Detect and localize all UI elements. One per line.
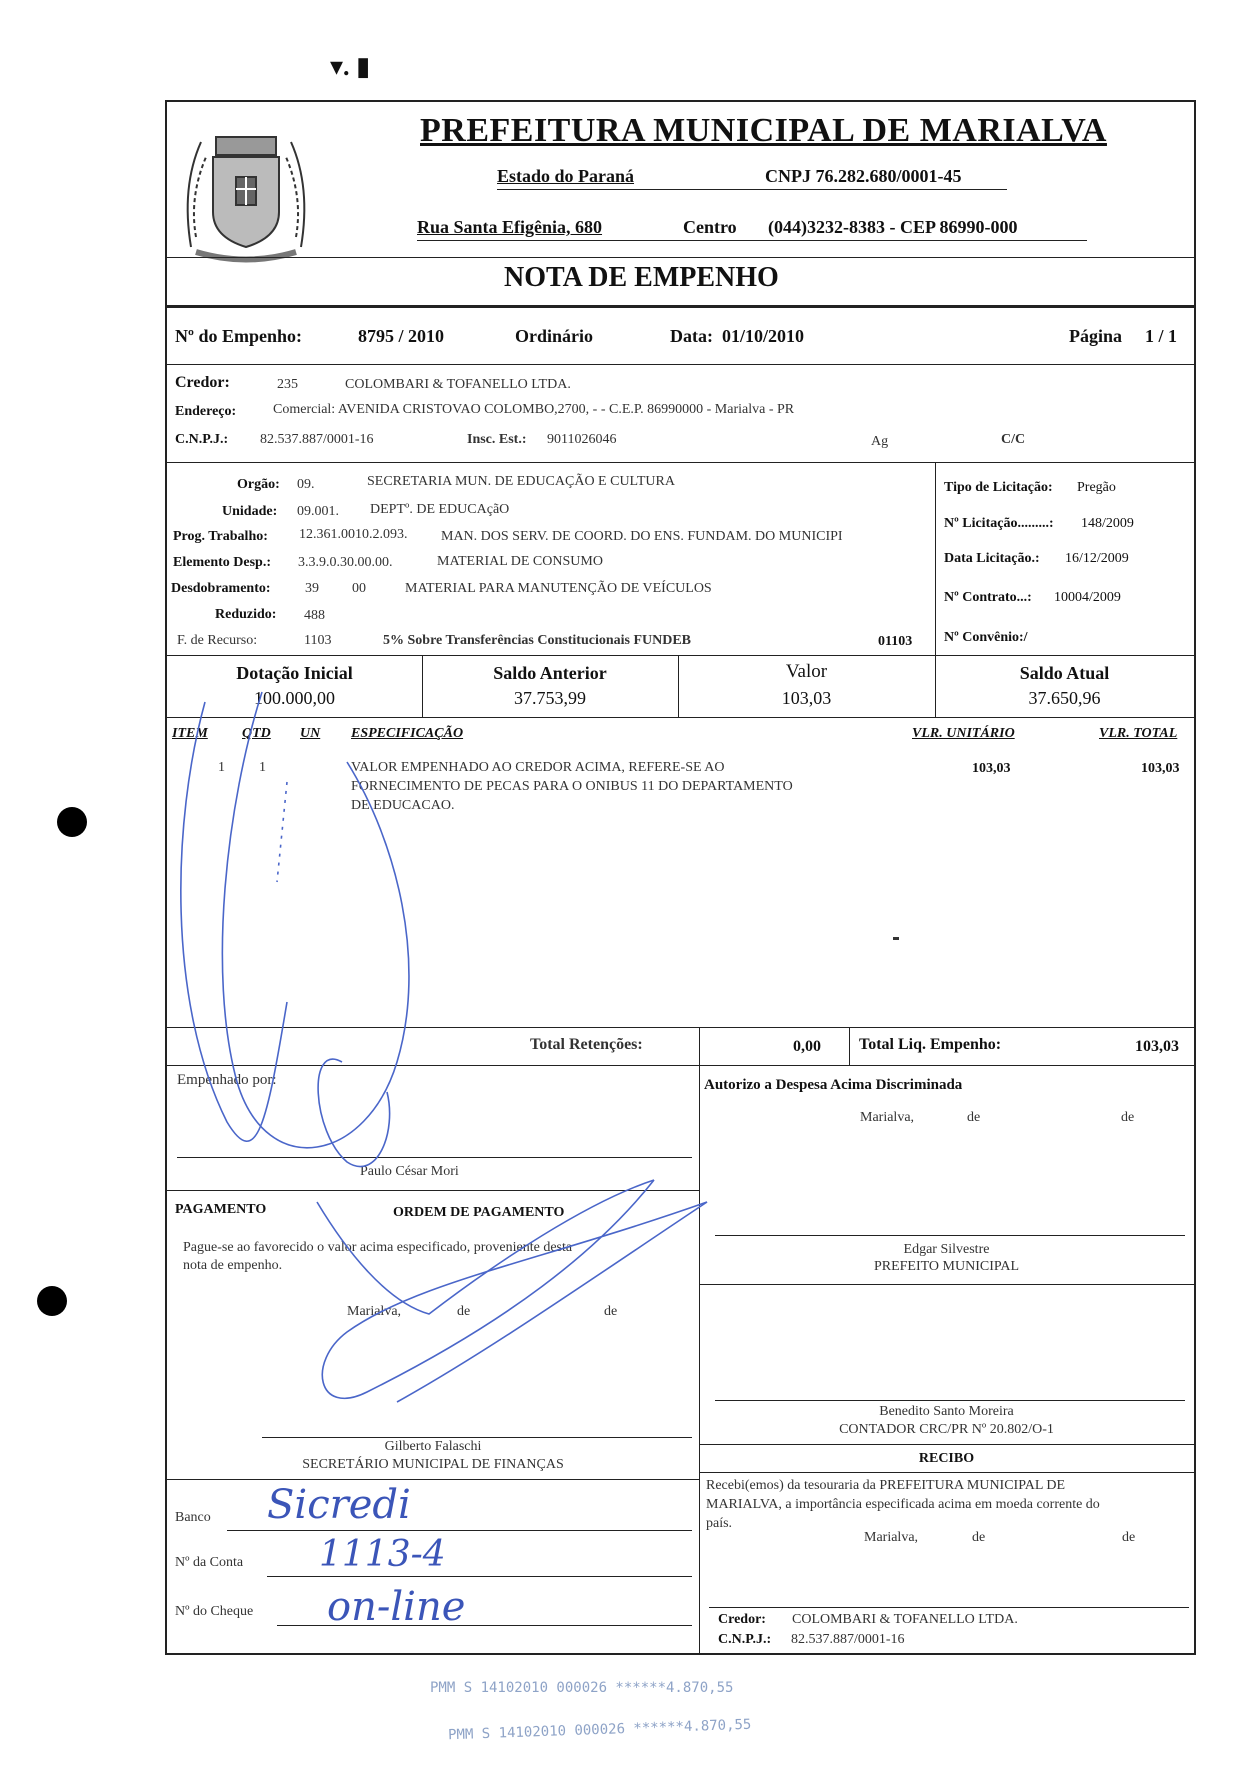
desdobramento-value: MATERIAL PARA MANUTENÇÃO DE VEÍCULOS [405,581,712,596]
cheque-handwritten: on-line [327,1584,466,1630]
secretario-role: SECRETÁRIO MUNICIPAL DE FINANÇAS [302,1457,564,1472]
recibo-cnpj-label: C.N.P.J.: [718,1632,772,1647]
col-un: UN [300,726,321,741]
pagamento-de-2: de [604,1304,618,1319]
credor-cnpj: 82.537.887/0001-16 [260,432,374,447]
autorizo-place: Marialva, [860,1110,915,1125]
reduzido-label: Reduzido: [215,607,277,622]
empenho-number: 8795 / 2010 [358,326,445,346]
ag-label: Ag [871,434,889,449]
pagamento-text-1: Pague-se ao favorecido o valor acima especificado, proveniente desta [183,1240,573,1255]
page-label: Página [1069,326,1123,346]
recibo-credor-label: Credor: [718,1612,766,1627]
licitacao-num: 148/2009 [1081,516,1134,531]
dotacao-inicial-value: 100.000,00 [254,688,335,708]
valor-value: 103,03 [781,688,832,708]
pagamento-de-1: de [457,1304,471,1319]
col-especificacao: ESPECIFICAÇÃO [351,726,464,741]
recibo-text-3: país. [706,1516,733,1531]
nota-de-empenho-form [165,100,1196,1655]
total-retencoes-label: Total Retenções: [530,1036,643,1053]
desdobramento-code-1: 39 [305,581,319,596]
autorizo-de-2: de [1121,1110,1135,1125]
contrato-value: 10004/2009 [1054,590,1121,605]
elemento-label: Elemento Desp.: [173,555,271,570]
secretario-name: Gilberto Falaschi [384,1439,482,1454]
punch-hole-top [57,807,87,837]
unidade-label: Unidade: [222,504,278,519]
licitacao-tipo: Pregão [1077,480,1116,495]
credor-label: Credor: [175,374,230,391]
recibo-de-1: de [972,1530,986,1545]
saldo-anterior-value: 37.753,99 [514,688,586,708]
empenho-date-label: Data: [670,326,713,346]
col-vlr-unitario: VLR. UNITÁRIO [912,726,1015,741]
recibo-de-2: de [1122,1530,1136,1545]
empenhado-label: Empenhado por: [177,1072,277,1088]
saldo-atual-value: 37.650,96 [1028,688,1101,708]
empenhado-name: Paulo César Mori [360,1164,459,1179]
prog-code: 12.361.0010.2.093. [299,527,408,542]
header-cnpj: CNPJ 76.282.680/0001-45 [765,166,962,186]
recibo-title: RECIBO [918,1451,975,1466]
punch-hole-bottom [37,1286,67,1316]
unidade-value: DEPTº. DE EDUCAçãO [370,502,510,517]
header-state: Estado do Paraná [497,166,635,186]
valor-label: Valor [785,661,828,682]
elemento-code: 3.3.9.0.30.00.00. [298,555,393,570]
empenho-type: Ordinário [515,326,594,346]
recurso-label: F. de Recurso: [177,633,258,648]
recurso-code-2: 01103 [878,634,913,649]
item-number: 1 [218,760,225,775]
elemento-value: MATERIAL DE CONSUMO [437,554,603,569]
prog-label: Prog. Trabalho: [173,529,268,544]
pagamento-label: PAGAMENTO [175,1202,267,1217]
licitacao-data-label: Data Licitação.: [944,551,1040,566]
item-qtd: 1 [259,760,266,775]
cc-label: C/C [1001,432,1026,447]
autorizo-de-1: de [967,1110,981,1125]
recibo-cnpj: 82.537.887/0001-16 [791,1632,905,1647]
recibo-credor: COLOMBARI & TOFANELLO LTDA. [792,1612,1018,1627]
header-address: Rua Santa Efigênia, 680 [417,217,603,237]
licitacao-data: 16/12/2009 [1065,551,1129,566]
ordem-pagamento-label: ORDEM DE PAGAMENTO [393,1205,565,1220]
prog-value: MAN. DOS SERV. DE COORD. DO ENS. FUNDAM. DO MUNICIPI [441,529,843,544]
orgao-label: Orgão: [237,477,280,492]
empenho-number-label: Nº do Empenho: [175,326,302,346]
total-liq-value: 103,03 [1135,1038,1179,1055]
pagamento-text-2: nota de empenho. [183,1258,283,1273]
desdobramento-code-2: 00 [352,581,366,596]
credor-endereco: Comercial: AVENIDA CRISTOVAO COLOMBO,2700, - - C.E.P. 86990000 - Marialva - PR [273,402,795,417]
recibo-place: Marialva, [864,1530,919,1545]
total-retencoes-value: 0,00 [793,1038,821,1055]
item-espec-line-2: FORNECIMENTO DE PECAS PARA O ONIBUS 11 DO DEPARTAMENTO [351,779,793,794]
col-vlr-total: VLR. TOTAL [1099,726,1178,741]
empenho-date: 01/10/2010 [722,326,805,346]
item-unit-value: 103,03 [972,761,1011,776]
endereco-label: Endereço: [175,404,237,419]
recibo-text-2: MARIALVA, a importância especificada acima em moeda corrente do [706,1497,1100,1512]
saldo-atual-label: Saldo Atual [1019,663,1110,683]
insc-value: 9011026046 [547,432,617,447]
top-marks: ▾. ▮ [330,52,371,81]
contador-name: Benedito Santo Moreira [879,1404,1014,1419]
licitacao-tipo-label: Tipo de Licitação: [944,480,1053,495]
saldo-anterior-label: Saldo Anterior [493,663,607,683]
convenio-label: Nº Convênio:/ [944,630,1028,645]
header-neighborhood: Centro [683,217,737,237]
header-title: PREFEITURA MUNICIPAL DE MARIALVA [420,112,1107,149]
unidade-code: 09.001. [297,504,339,519]
banco-handwritten: Sicredi [267,1482,411,1528]
credor-code: 235 [277,377,298,392]
item-espec-line-1: VALOR EMPENHADO AO CREDOR ACIMA, REFERE-SE AO [351,760,725,775]
orgao-code: 09. [297,477,315,492]
col-qtd: QTD [242,726,271,741]
recibo-text-1: Recebi(emos) da tesouraria da PREFEITURA MUNICIPAL DE [706,1478,1066,1493]
prefeito-role: PREFEITO MUNICIPAL [873,1259,1020,1274]
handwritten-signature [167,102,1194,1657]
prefeito-name: Edgar Silvestre [903,1242,990,1257]
cheque-label: Nº do Cheque [175,1604,254,1619]
bank-stamp-2: PMM S 14102010 000026 ******4.870,55 [447,1716,752,1744]
desdobramento-label: Desdobramento: [171,581,271,596]
contador-role: CONTADOR CRC/PR Nº 20.802/O-1 [839,1422,1054,1437]
conta-label: Nº da Conta [175,1555,244,1570]
item-total-value: 103,03 [1141,761,1180,776]
page-number: 1 / 1 [1145,326,1178,346]
credor-name: COLOMBARI & TOFANELLO LTDA. [345,377,571,392]
dotacao-inicial-label: Dotação Inicial [236,663,353,683]
reduzido-value: 488 [304,608,325,623]
header-phone-cep: (044)3232-8383 - CEP 86990-000 [768,217,1018,237]
banco-label: Banco [175,1510,211,1525]
orgao-value: SECRETARIA MUN. DE EDUCAÇÃO E CULTURA [367,474,675,489]
licitacao-num-label: Nº Licitação.........: [944,516,1054,531]
total-liq-label: Total Liq. Empenho: [859,1036,1002,1053]
pagamento-place: Marialva, [347,1304,402,1319]
document-title: NOTA DE EMPENHO [504,262,779,293]
contrato-label: Nº Contrato...: [944,590,1032,605]
conta-handwritten: 1113-4 [319,1534,446,1575]
recurso-code: 1103 [304,633,332,648]
recurso-value: 5% Sobre Transferências Constitucionais FUNDEB [383,633,692,648]
bank-stamp-1: PMM S 14102010 000026 ******4.870,55 [430,1680,734,1696]
credor-cnpj-label: C.N.P.J.: [175,432,229,447]
col-item: ITEM [172,726,208,741]
item-espec-line-3: DE EDUCACAO. [351,798,455,813]
insc-label: Insc. Est.: [467,432,527,447]
autorizo-label: Autorizo a Despesa Acima Discriminada [704,1077,963,1093]
